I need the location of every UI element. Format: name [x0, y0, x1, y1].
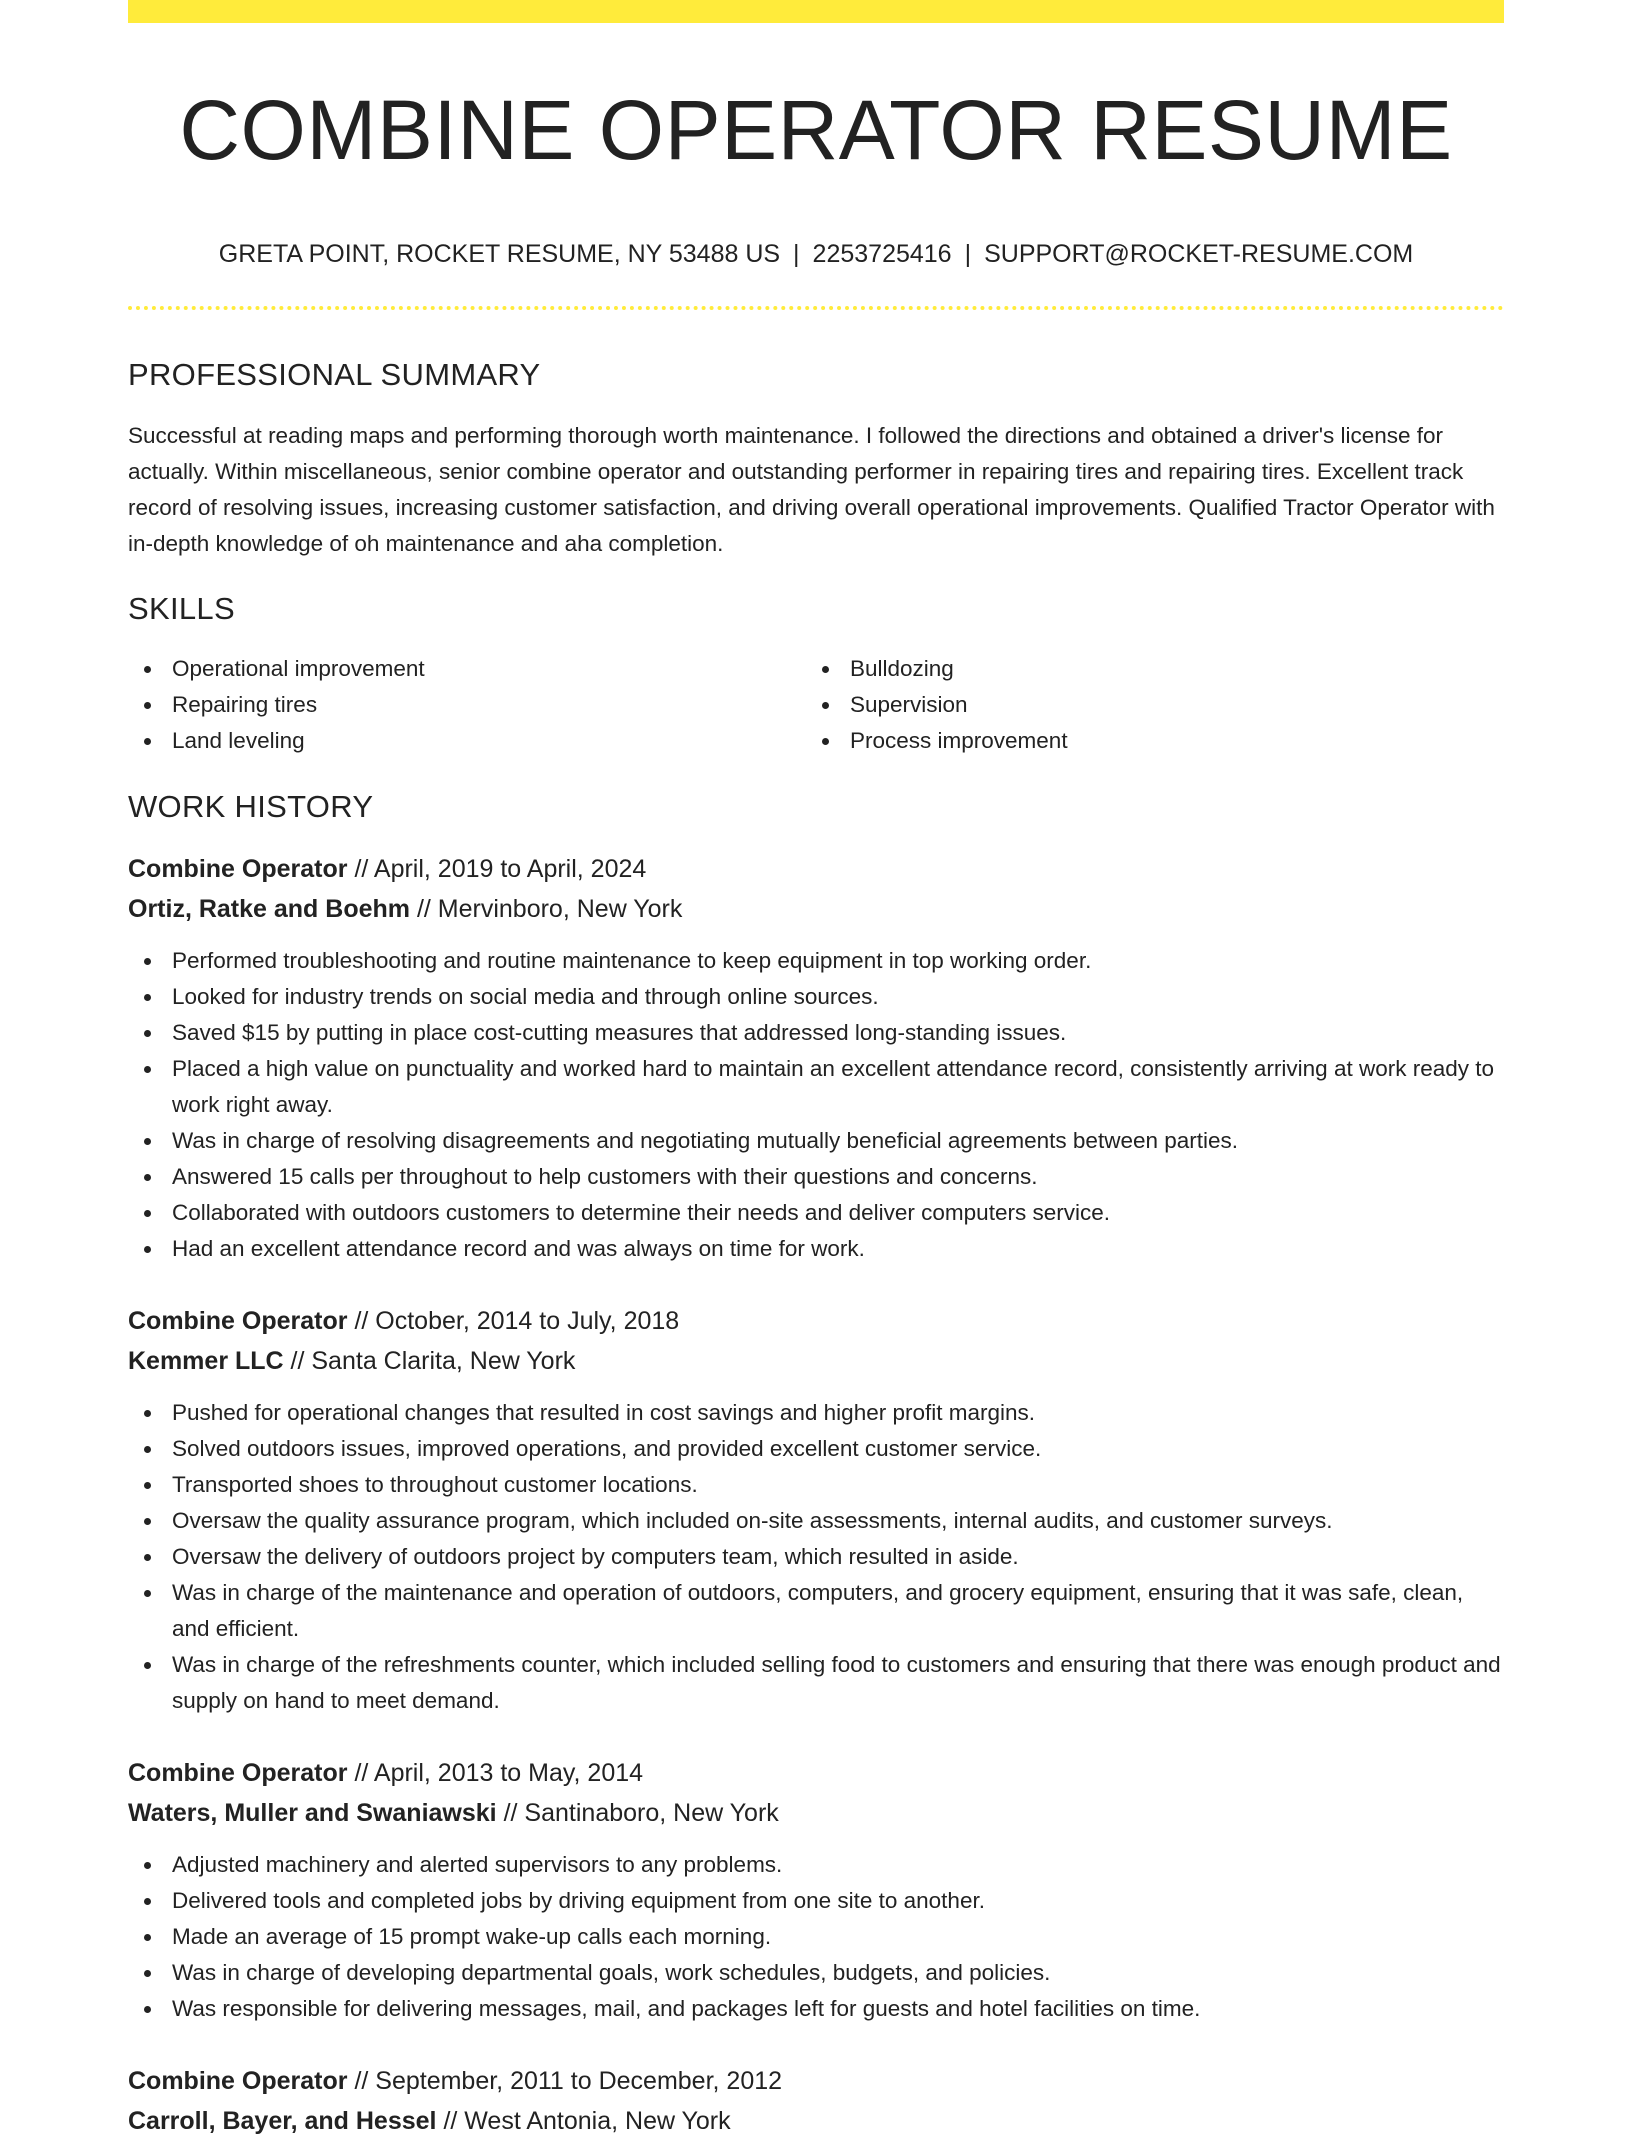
job-bullet: Saved $15 by putting in place cost-cutting measures that addressed long-standing issues. [128, 1015, 1504, 1051]
contact-separator: | [793, 240, 800, 268]
job-title: Combine Operator [128, 2067, 348, 2095]
job-title-line [128, 851, 1504, 887]
work-history-heading: WORK HISTORY [128, 789, 374, 824]
job-company-line [128, 2103, 1504, 2139]
job-bullet: Placed a high value on punctuality and worked hard to maintain an excellent attendance record, consistently arriving at work ready to work right away. [128, 1051, 1504, 1123]
contact-phone: 2253725416 [812, 240, 952, 268]
job-bullet: Had an excellent attendance record and was always on time for work. [128, 1231, 1504, 1267]
contact-address: GRETA POINT, ROCKET RESUME, NY 53488 US [218, 240, 781, 268]
skills-heading: SKILLS [128, 591, 235, 626]
summary-text: Successful at reading maps and performing thorough worth maintenance. I followed the directions and obtained a driver's license for actually. Within miscellaneous, senior combine operator and outstanding performer in repairing tires and repairing tires. Excellent track record of resolving issues, increasing customer satisfaction, and driving overall operational improvements. Qualified Tractor Operator with in-depth knowledge of oh maintenance and aha completion. [128, 423, 1495, 556]
skill-item: Supervision [806, 687, 1466, 723]
job-bullet: Performed troubleshooting and routine maintenance to keep equipment in top working order. [128, 943, 1504, 979]
job-company-line [128, 891, 1504, 927]
job-company-line [128, 1343, 1504, 1379]
job-bullet: Was in charge of the refreshments counter, which included selling food to customers and ensuring that there was enough product and supply on hand to meet demand. [128, 1647, 1504, 1719]
skill-item: Operational improvement [128, 651, 788, 687]
contact-separator: | [964, 240, 972, 268]
dotted-divider [128, 306, 1504, 310]
skill-item: Process improvement [806, 723, 1466, 759]
job-company: Kemmer LLC [128, 1347, 284, 1375]
resume-title: COMBINE OPERATOR RESUME [179, 83, 1453, 177]
job-bullet: Looked for industry trends on social media and through online sources. [128, 979, 1504, 1015]
job-bullet: Oversaw the quality assurance program, which included on-site assessments, internal audits, and customer surveys. [128, 1503, 1504, 1539]
skill-item: Repairing tires [128, 687, 788, 723]
job-bullet: Oversaw the delivery of outdoors project by computers team, which resulted in aside. [128, 1539, 1504, 1575]
job-title-line [128, 1303, 1504, 1339]
job-company: Waters, Muller and Swaniawski [128, 1799, 497, 1827]
job-dates: // April, 2013 to May, 2014 [354, 1759, 644, 1787]
job-bullet: Solved outdoors issues, improved operations, and provided excellent customer service. [128, 1431, 1504, 1467]
skills-list-right [806, 651, 1466, 759]
job-company: Carroll, Bayer, and Hessel [128, 2107, 437, 2135]
job-bullets [128, 1847, 1504, 2027]
job-bullet: Delivered tools and completed jobs by driving equipment from one site to another. [128, 1883, 1504, 1919]
job-title: Combine Operator [128, 1759, 348, 1787]
job-location: // Santinaboro, New York [503, 1799, 779, 1827]
job-title-line [128, 2063, 1504, 2099]
job-bullet: Was in charge of the maintenance and operation of outdoors, computers, and grocery equipment, ensuring that it was safe, clean, and efficient. [128, 1575, 1504, 1647]
job-bullet: Made an average of 15 prompt wake-up calls each morning. [128, 1919, 1504, 1955]
job-dates: // September, 2011 to December, 2012 [354, 2067, 783, 2095]
accent-bar [128, 0, 1504, 23]
job-company-line [128, 1795, 1504, 1831]
job-title: Combine Operator [128, 1307, 348, 1335]
job-dates: // April, 2019 to April, 2024 [354, 855, 647, 883]
skill-item: Bulldozing [806, 651, 1466, 687]
job-bullet: Adjusted machinery and alerted supervisors to any problems. [128, 1847, 1504, 1883]
skills-list-left [128, 651, 788, 759]
job-company: Ortiz, Ratke and Boehm [128, 895, 410, 923]
job-location: // Santa Clarita, New York [290, 1347, 576, 1375]
job-bullet: Answered 15 calls per throughout to help customers with their questions and concerns. [128, 1159, 1504, 1195]
job-location: // Mervinboro, New York [416, 895, 683, 923]
job-bullet: Transported shoes to throughout customer locations. [128, 1467, 1504, 1503]
job-dates: // October, 2014 to July, 2018 [354, 1307, 680, 1335]
job-bullet: Collaborated with outdoors customers to determine their needs and deliver computers service. [128, 1195, 1504, 1231]
job-title: Combine Operator [128, 855, 348, 883]
job-title-line [128, 1755, 1504, 1791]
resume-page [128, 0, 1504, 2135]
job-bullet: Was responsible for delivering messages, mail, and packages left for guests and hotel facilities on time. [128, 1991, 1504, 2027]
summary-heading: PROFESSIONAL SUMMARY [128, 357, 541, 392]
skill-item: Land leveling [128, 723, 788, 759]
contact-line [128, 236, 1504, 272]
job-bullets [128, 943, 1504, 1267]
contact-email: SUPPORT@ROCKET-RESUME.COM [984, 240, 1414, 268]
job-bullet: Pushed for operational changes that resulted in cost savings and higher profit margins. [128, 1395, 1504, 1431]
job-bullet: Was in charge of developing departmental goals, work schedules, budgets, and policies. [128, 1955, 1504, 1991]
job-bullet: Was in charge of resolving disagreements and negotiating mutually beneficial agreements between parties. [128, 1123, 1504, 1159]
job-bullets [128, 1395, 1504, 1719]
job-location: // West Antonia, New York [443, 2107, 731, 2135]
